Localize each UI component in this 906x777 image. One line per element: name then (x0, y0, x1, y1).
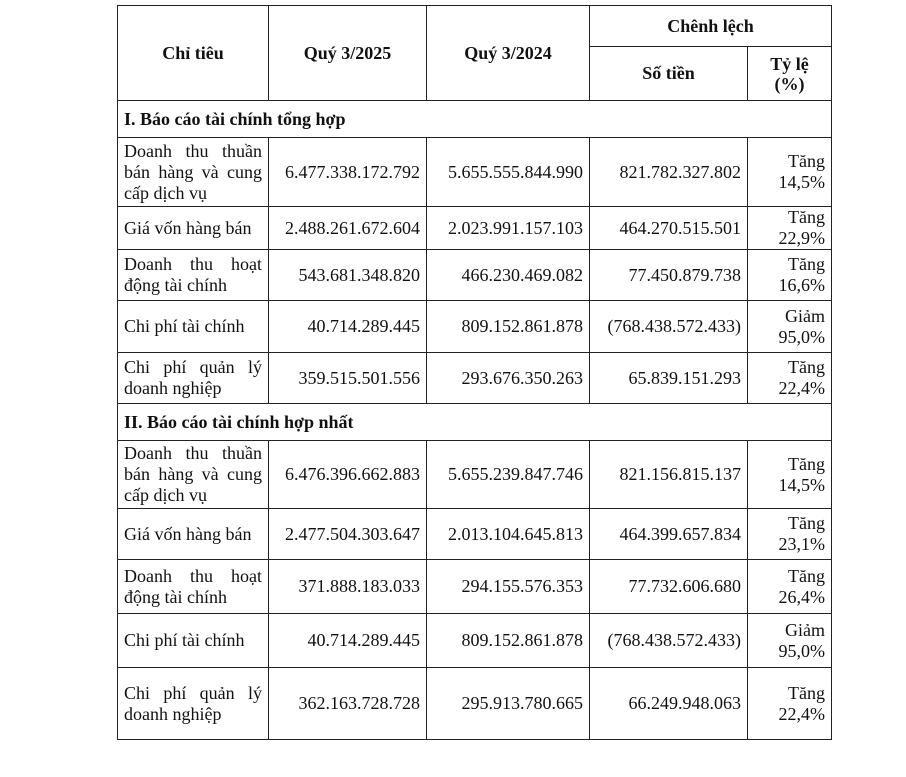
cell-ratio (748, 614, 832, 668)
cell-amount: 821.782.327.802 (590, 138, 748, 207)
cell-q3-2024: 2.013.104.645.813 (427, 509, 590, 560)
row-label: Giá vốn hàng bán (118, 207, 269, 250)
trend-label: Tăng (788, 207, 826, 227)
cell-ratio (748, 668, 832, 740)
section-row (118, 404, 832, 441)
header-difference: Chênh lệch (590, 6, 832, 47)
row-label: Giá vốn hàng bán (118, 509, 269, 560)
cell-q3-2024: 293.676.350.263 (427, 353, 590, 404)
cell-q3-2024: 2.023.991.157.103 (427, 207, 590, 250)
table-row (118, 250, 832, 301)
cell-q3-2024: 809.152.861.878 (427, 301, 590, 353)
ratio-value: 23,1% (778, 534, 826, 554)
ratio-value: 16,6% (778, 275, 826, 295)
cell-q3-2025: 6.476.396.662.883 (269, 441, 427, 509)
header-ratio (748, 47, 832, 101)
cell-amount: 77.450.879.738 (590, 250, 748, 301)
cell-ratio (748, 353, 832, 404)
cell-q3-2025: 40.714.289.445 (269, 614, 427, 668)
cell-amount: 464.270.515.501 (590, 207, 748, 250)
cell-ratio (748, 250, 832, 301)
table-row (118, 301, 832, 353)
trend-label: Tăng (788, 682, 826, 703)
cell-q3-2024: 5.655.239.847.746 (427, 441, 590, 509)
cell-ratio (748, 207, 832, 250)
cell-ratio (748, 560, 832, 614)
trend-label: Tăng (788, 565, 826, 586)
cell-amount: (768.438.572.433) (590, 301, 748, 353)
table-row (118, 353, 832, 404)
cell-q3-2024: 809.152.861.878 (427, 614, 590, 668)
row-label: Doanh thu thuần bán hàng và cung cấp dịch vụ (118, 138, 269, 207)
trend-label: Tăng (788, 254, 826, 274)
cell-amount: 66.249.948.063 (590, 668, 748, 740)
cell-q3-2025: 40.714.289.445 (269, 301, 427, 353)
cell-q3-2024: 295.913.780.665 (427, 668, 590, 740)
cell-q3-2025: 362.163.728.728 (269, 668, 427, 740)
row-label: Doanh thu hoạt động tài chính (118, 250, 269, 301)
cell-ratio (748, 441, 832, 509)
row-label: Chi phí quản lý doanh nghiệp (118, 668, 269, 740)
cell-amount: 65.839.151.293 (590, 353, 748, 404)
cell-q3-2024: 466.230.469.082 (427, 250, 590, 301)
row-label: Chi phí quản lý doanh nghiệp (118, 353, 269, 404)
header-indicator: Chỉ tiêu (118, 6, 269, 101)
cell-amount: 77.732.606.680 (590, 560, 748, 614)
table-row (118, 560, 832, 614)
ratio-value: 26,4% (778, 586, 826, 607)
header-ratio-line1: Tỷ lệ (770, 53, 809, 74)
trend-label: Tăng (788, 151, 826, 171)
ratio-value: 95,0% (778, 640, 826, 661)
header-q3-2025: Quý 3/2025 (269, 6, 427, 101)
ratio-value: 14,5% (778, 474, 826, 495)
financial-report-table (117, 5, 832, 740)
cell-ratio (748, 301, 832, 353)
table-row (118, 138, 832, 207)
section-title: I. Báo cáo tài chính tổng hợp (118, 101, 832, 138)
cell-amount: 821.156.815.137 (590, 441, 748, 509)
cell-q3-2025: 2.477.504.303.647 (269, 509, 427, 560)
trend-label: Giảm (785, 619, 826, 640)
row-label: Doanh thu thuần bán hàng và cung cấp dịch vụ (118, 441, 269, 509)
cell-q3-2025: 359.515.501.556 (269, 353, 427, 404)
row-label: Doanh thu hoạt động tài chính (118, 560, 269, 614)
cell-q3-2024: 294.155.576.353 (427, 560, 590, 614)
cell-q3-2025: 2.488.261.672.604 (269, 207, 427, 250)
cell-ratio (748, 509, 832, 560)
section-row (118, 101, 832, 138)
section-title: II. Báo cáo tài chính hợp nhất (118, 404, 832, 441)
table-row (118, 668, 832, 740)
cell-q3-2025: 6.477.338.172.792 (269, 138, 427, 207)
cell-ratio (748, 138, 832, 207)
cell-q3-2025: 543.681.348.820 (269, 250, 427, 301)
cell-amount: 464.399.657.834 (590, 509, 748, 560)
ratio-value: 95,0% (778, 326, 826, 347)
trend-label: Tăng (788, 513, 826, 533)
ratio-value: 22,4% (778, 378, 826, 398)
header-amount: Số tiền (590, 47, 748, 101)
header-ratio-line2: (%) (774, 73, 805, 94)
ratio-value: 14,5% (778, 172, 826, 192)
trend-label: Tăng (788, 357, 826, 377)
table-row (118, 509, 832, 560)
row-label: Chi phí tài chính (118, 301, 269, 353)
ratio-value: 22,4% (778, 703, 826, 724)
ratio-value: 22,9% (778, 228, 826, 248)
table-row (118, 441, 832, 509)
row-label: Chi phí tài chính (118, 614, 269, 668)
cell-q3-2025: 371.888.183.033 (269, 560, 427, 614)
cell-amount: (768.438.572.433) (590, 614, 748, 668)
header-row-1 (118, 6, 832, 47)
table-row (118, 207, 832, 250)
cell-q3-2024: 5.655.555.844.990 (427, 138, 590, 207)
trend-label: Giảm (785, 305, 826, 326)
report-body (118, 101, 832, 740)
header-q3-2024: Quý 3/2024 (427, 6, 590, 101)
table-row (118, 614, 832, 668)
trend-label: Tăng (788, 453, 826, 474)
